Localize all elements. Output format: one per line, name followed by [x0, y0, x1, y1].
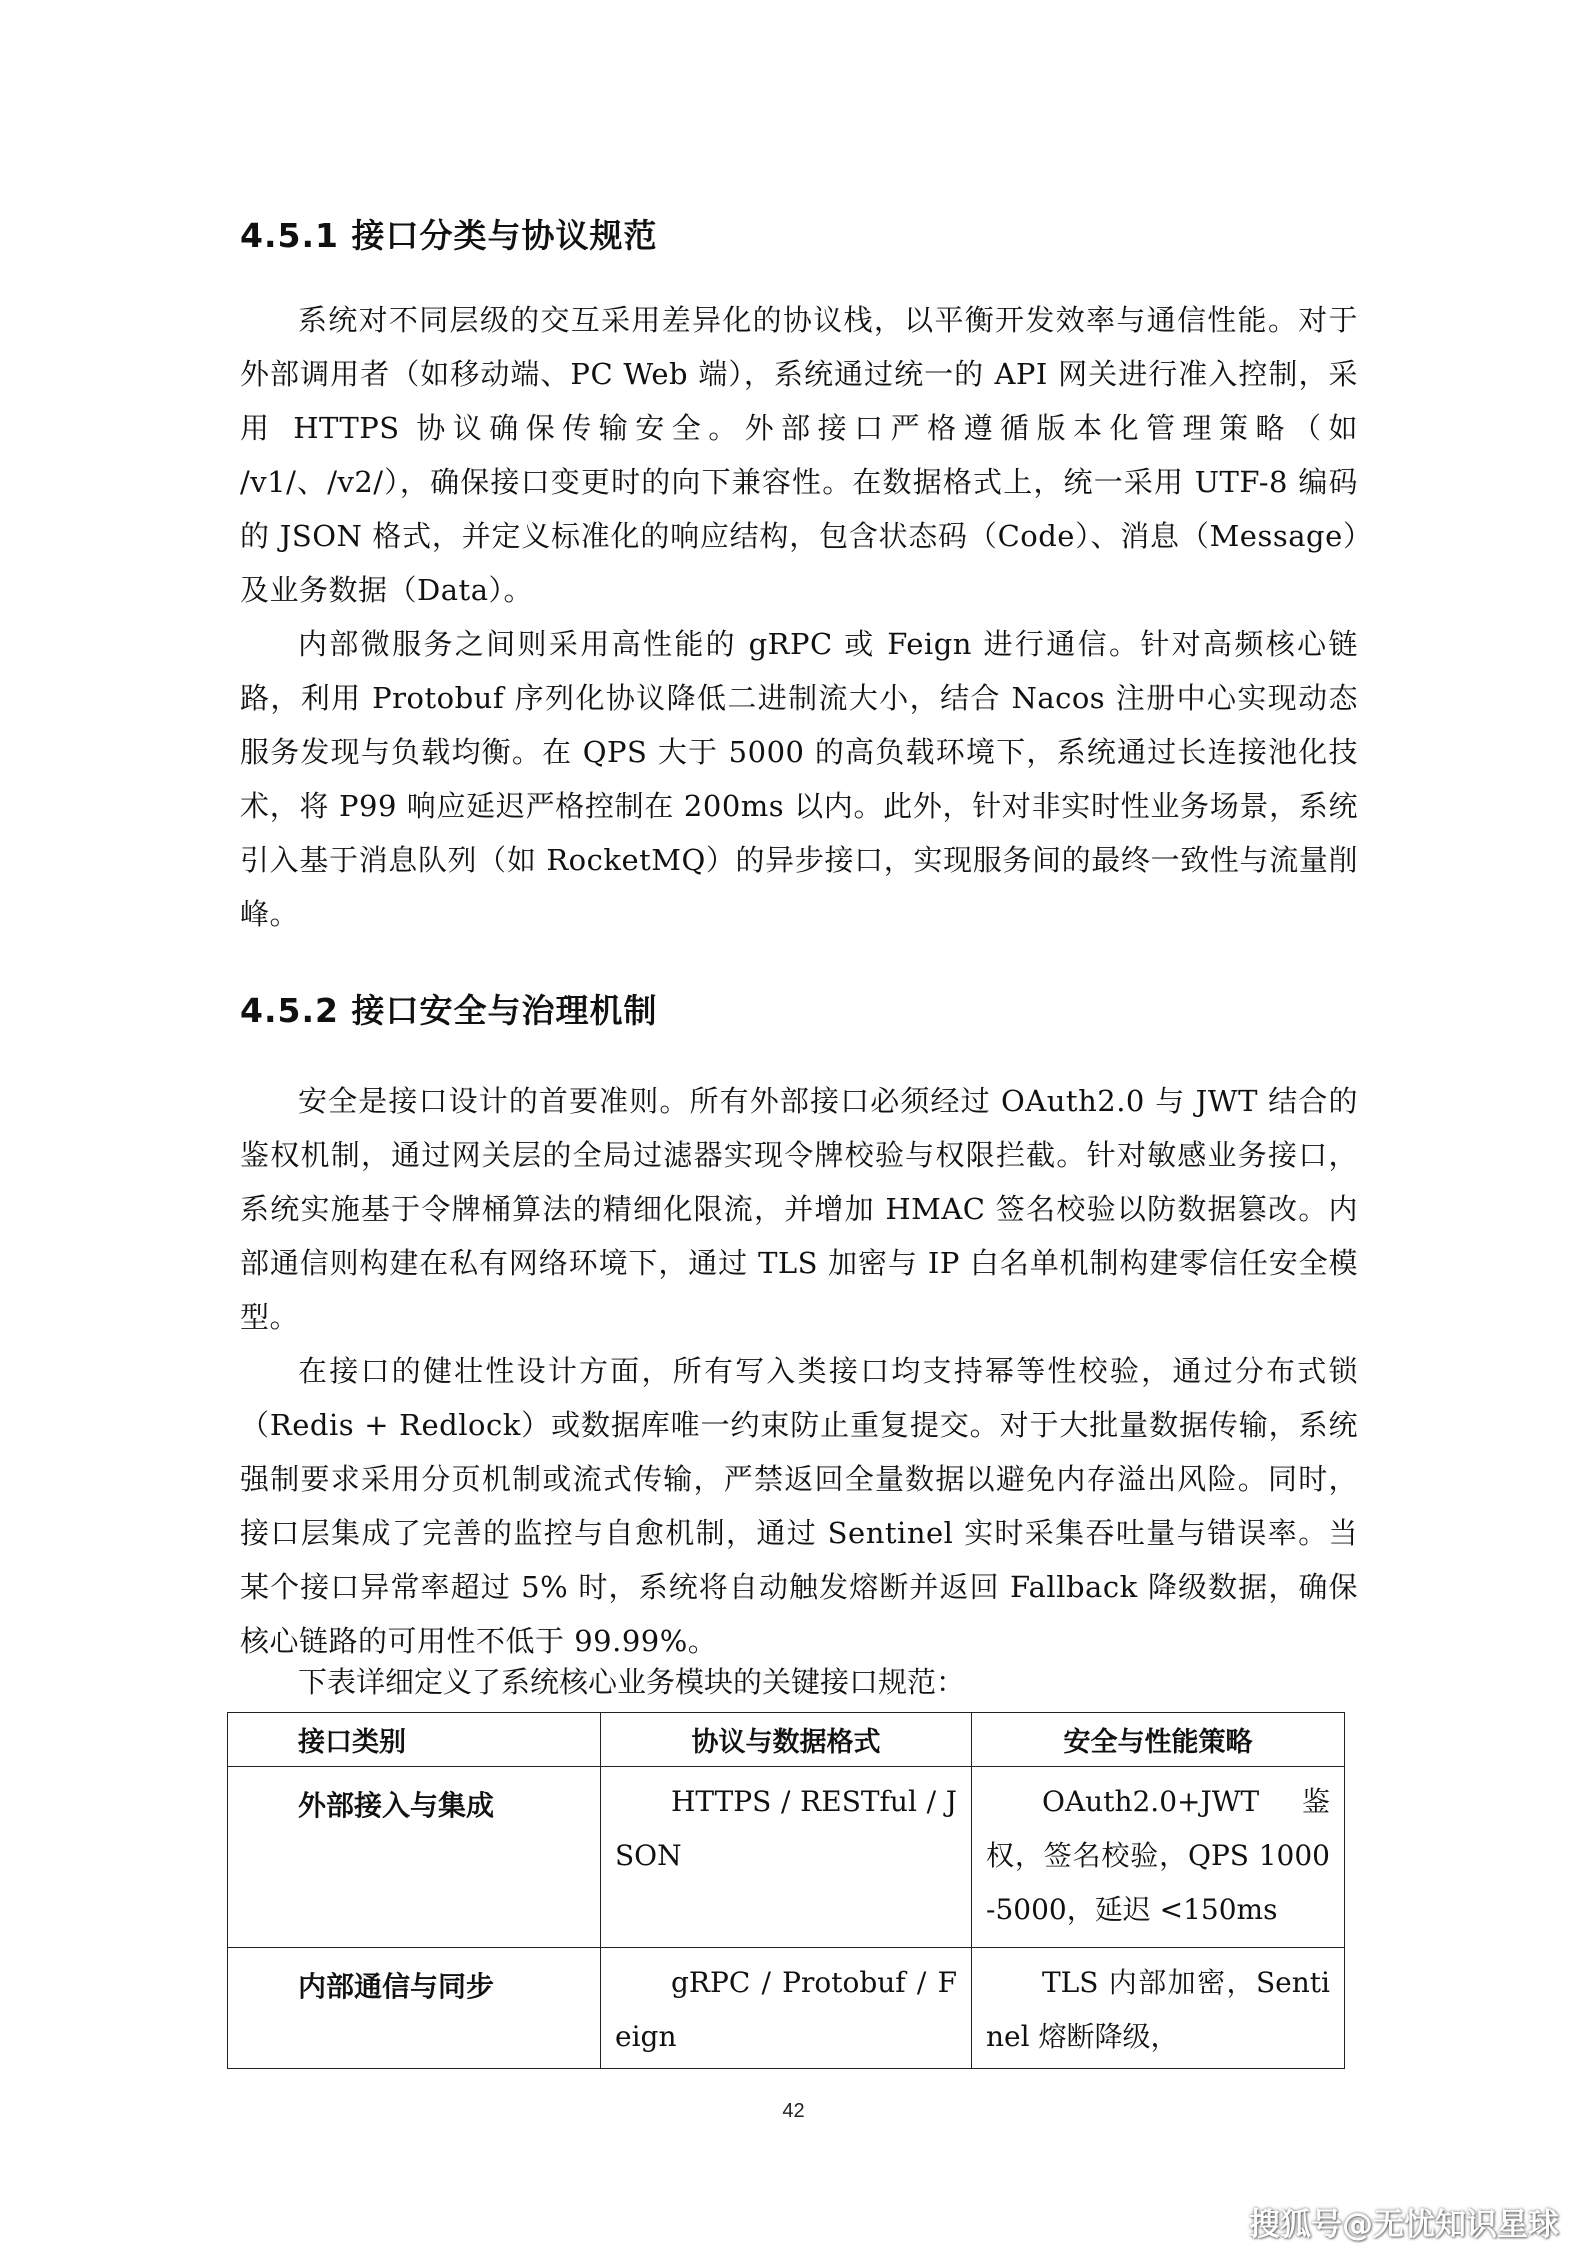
cell-protocol: gRPC / Protobuf / Feign: [601, 1948, 972, 2069]
section-heading-4-5-1: 4.5.1 接口分类与协议规范: [240, 216, 658, 255]
paragraph: 安全是接口设计的首要准则。所有外部接口必须经过 OAuth2.0 与 JWT 结合的鉴权机制，通过网关层的全局过滤器实现令牌校验与权限拦截。针对敏感业务接口，系统实施基于令牌桶算法的精细化限流，并增加 HMAC 签名校验以防数据篡改。内部通信则构建在私有网络环境下，通过 TLS 加密与 IP 白名单机制构建零信任安全模型。: [240, 1084, 1358, 1334]
table-row: [228, 1767, 1345, 1948]
cell-security: TLS 内部加密，Sentinel 熔断降级，: [972, 1948, 1345, 2069]
cell-category: 内部通信与同步: [228, 1948, 601, 2069]
paragraph: 系统对不同层级的交互采用差异化的协议栈，以平衡开发效率与通信性能。对于外部调用者（如移动端、PC Web 端），系统通过统一的 API 网关进行准入控制，采用 HTTPS 协议确保传输安全。外部接口严格遵循版本化管理策略（如 /v1/、/v2/），确保接口变更时的向下兼容性。在数据格式上，统一采用 UTF-8 编码的 JSON 格式，并定义标准化的响应结构，包含状态码（Code）、消息（Message）及业务数据（Data）。: [240, 303, 1358, 607]
cell-protocol: HTTPS / RESTful / JSON: [601, 1767, 972, 1948]
page-number: 42: [782, 2100, 805, 2122]
paragraph: 在接口的健壮性设计方面，所有写入类接口均支持幂等性校验，通过分布式锁（Redis + Redlock）或数据库唯一约束防止重复提交。对于大批量数据传输，系统强制要求采用分页机制或流式传输，严禁返回全量数据以避免内存溢出风险。同时，接口层集成了完善的监控与自愈机制，通过 Sentinel 实时采集吞吐量与错误率。当某个接口异常率超过 5% 时，系统将自动触发熔断并返回 Fallback 降级数据，确保核心链路的可用性不低于 99.99%。: [240, 1354, 1358, 1658]
table-header-row: [228, 1713, 1345, 1767]
paragraph: 内部微服务之间则采用高性能的 gRPC 或 Feign 进行通信。针对高频核心链路，利用 Protobuf 序列化协议降低二进制流大小，结合 Nacos 注册中心实现动态服务发现与负载均衡。在 QPS 大于 5000 的高负载环境下，系统通过长连接池化技术，将 P99 响应延迟严格控制在 200ms 以内。此外，针对非实时性业务场景，系统引入基于消息队列（如 RocketMQ）的异步接口，实现服务间的最终一致性与流量削峰。: [240, 627, 1358, 931]
interface-spec-table: [227, 1712, 1345, 2069]
watermark: 搜狐号@无忧知识星球: [1249, 2207, 1559, 2243]
header-protocol: 协议与数据格式: [601, 1713, 972, 1767]
table-row: [228, 1948, 1345, 2069]
table-intro: 下表详细定义了系统核心业务模块的关键接口规范：: [298, 1665, 966, 1699]
section-heading-4-5-2: 4.5.2 接口安全与治理机制: [240, 991, 658, 1030]
cell-security: OAuth2.0+JWT 鉴权，签名校验，QPS 1000-5000，延迟 <150ms: [972, 1767, 1345, 1948]
header-security: 安全与性能策略: [972, 1713, 1345, 1767]
header-category: 接口类别: [228, 1713, 601, 1767]
cell-category: 外部接入与集成: [228, 1767, 601, 1948]
